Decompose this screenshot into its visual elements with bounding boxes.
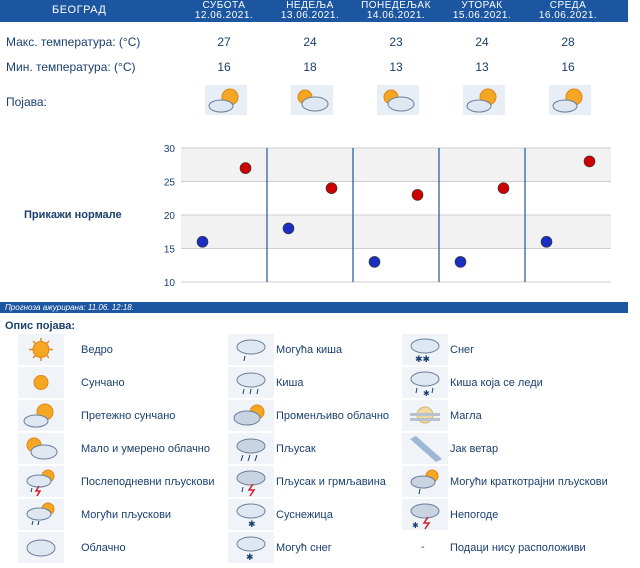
legend-label: Подаци нису расположиви — [450, 542, 586, 554]
legend-label: Мало и умерено облачно — [81, 443, 211, 455]
svg-text:✱: ✱ — [248, 520, 256, 530]
svg-text:✱: ✱ — [246, 553, 254, 563]
legend-icon-box — [18, 466, 64, 497]
max-temp-point — [412, 189, 423, 200]
afternoon-showers-icon — [18, 466, 64, 497]
y-tick-label: 10 — [163, 278, 175, 289]
snow-icon — [402, 334, 448, 365]
y-tick-label: 20 — [163, 211, 175, 222]
legend-label: Ведро — [81, 344, 113, 356]
legend-title: Опис појава: — [5, 320, 76, 332]
legend-icon-box — [402, 367, 448, 398]
legend-label: Магла — [450, 410, 482, 422]
legend-icon-box — [228, 334, 274, 365]
min-temp-value: 16 — [561, 60, 575, 74]
fog-icon — [402, 400, 448, 431]
legend-icon-box — [18, 400, 64, 431]
possible-rain-icon — [228, 334, 274, 365]
no-data-icon: - — [421, 541, 425, 553]
chart-band — [181, 182, 611, 216]
sleet-icon — [228, 499, 274, 530]
legend-icon-box — [18, 433, 64, 464]
y-tick-label: 30 — [163, 144, 175, 155]
mostly-sunny-icon — [18, 400, 64, 431]
legend-label: Пљусак — [276, 443, 316, 455]
legend-label: Могући пљускови — [81, 509, 172, 521]
partly-cloudy-icon — [18, 433, 64, 464]
max-temp-value: 24 — [303, 35, 317, 49]
min-temp-point — [455, 256, 466, 267]
legend-icon-box — [228, 532, 274, 563]
possible-brief-showers-icon — [402, 466, 448, 497]
mostly-sunny-icon — [549, 85, 591, 115]
thunderstorm-icon — [228, 466, 274, 497]
max-temp-point — [326, 183, 337, 194]
temperature-chart — [0, 140, 640, 290]
legend-icon-box — [18, 499, 64, 530]
day-date: 14.06.2021. — [366, 10, 426, 21]
sun-icon — [18, 334, 64, 365]
min-temp-point — [283, 223, 294, 234]
updated-bar — [0, 302, 628, 313]
day-name: СРЕДА — [549, 0, 587, 11]
legend-label: Могућ снег — [276, 542, 332, 554]
strong-wind-icon — [402, 433, 448, 464]
day-header — [265, 1, 355, 21]
legend-label: Суснежица — [276, 509, 333, 521]
day-header — [351, 1, 441, 21]
max-temp-value: 27 — [217, 35, 231, 49]
min-temp-value: 13 — [389, 60, 403, 74]
max-temp-value: 24 — [475, 35, 489, 49]
possible-showers-icon — [18, 499, 64, 530]
legend-label: Снег — [450, 344, 475, 356]
day-header — [179, 1, 269, 21]
legend-label: Киша — [276, 377, 304, 389]
day-header — [437, 1, 527, 21]
min-temp-value: 18 — [303, 60, 317, 74]
min-temp-point — [369, 256, 380, 267]
freezing-rain-icon — [402, 367, 448, 398]
legend-label: Непогоде — [450, 509, 499, 521]
legend-icon-box — [18, 334, 64, 365]
max-temp-point — [498, 183, 509, 194]
variable-cloudy-icon — [228, 400, 274, 431]
city-name: БЕОГРАД — [52, 4, 107, 16]
svg-text:✱: ✱ — [412, 521, 419, 530]
min-temp-value: 13 — [475, 60, 489, 74]
partly-cloudy-icon — [377, 85, 419, 115]
max-temp-point — [584, 156, 595, 167]
legend-label: Киша која се леди — [450, 377, 543, 389]
legend-icon-box — [402, 499, 448, 530]
show-normals-link[interactable]: Прикажи нормале — [24, 209, 122, 221]
legend-icon-box — [402, 400, 448, 431]
small-sun-icon — [18, 367, 64, 398]
legend-icon-box — [402, 433, 448, 464]
storm-icon — [402, 499, 448, 530]
day-date: 15.06.2021. — [452, 10, 512, 21]
partly-cloudy-icon — [291, 85, 333, 115]
max-temp-point — [240, 163, 251, 174]
legend-icon-box — [18, 367, 64, 398]
legend-label: Пљусак и грмљавина — [276, 476, 386, 488]
legend-icon-box — [228, 499, 274, 530]
max-temp-value: 28 — [561, 35, 575, 49]
legend-label: Претежно сунчано — [81, 410, 176, 422]
phenomenon-label: Појава: — [6, 95, 47, 109]
downpour-icon — [228, 433, 274, 464]
max-temp-label: Макс. температура: (°C) — [6, 35, 141, 49]
chart-band — [181, 249, 611, 283]
max-temp-value: 23 — [389, 35, 403, 49]
cloudy-icon — [18, 532, 64, 563]
legend-label: Променљиво облачно — [276, 410, 390, 422]
day-date: 12.06.2021. — [194, 10, 254, 21]
legend-label: Облачно — [81, 542, 126, 554]
svg-text:✱✱: ✱✱ — [415, 355, 431, 365]
y-tick-label: 15 — [163, 244, 175, 256]
legend-label: Послеподневни пљускови — [81, 476, 215, 488]
legend-icon-box — [402, 466, 448, 497]
legend-label: Могућа киша — [276, 344, 343, 356]
min-temp-point — [541, 236, 552, 247]
mostly-sunny-icon — [205, 85, 247, 115]
min-temp-label: Мин. температура: (°C) — [6, 60, 136, 74]
legend-icon-box — [402, 334, 448, 365]
day-date: 13.06.2021. — [280, 10, 340, 21]
legend-label: Сунчано — [81, 377, 125, 389]
forecast-header — [0, 0, 628, 22]
y-tick-label: 25 — [163, 177, 175, 189]
mostly-sunny-icon — [463, 85, 505, 115]
legend-label: Могући краткотрајни пљускови — [450, 476, 608, 488]
day-name: СУБОТА — [202, 0, 246, 11]
rain-icon — [228, 367, 274, 398]
legend-label: Јак ветар — [450, 443, 499, 455]
updated-text: Прогноза ажурирана: 11.06. 12:18. — [5, 303, 134, 312]
day-name: НЕДЕЉА — [286, 0, 334, 11]
day-header — [523, 1, 613, 21]
legend-icon-box — [228, 433, 274, 464]
legend-icon-box — [228, 466, 274, 497]
day-name: УТОРАК — [461, 0, 503, 11]
svg-text:✱: ✱ — [423, 389, 430, 398]
legend-icon-box — [228, 400, 274, 431]
legend-icon-box — [228, 367, 274, 398]
day-name: ПОНЕДЕЉАК — [361, 0, 431, 11]
possible-snow-icon — [228, 532, 274, 563]
min-temp-point — [197, 236, 208, 247]
day-date: 16.06.2021. — [538, 10, 598, 21]
legend-icon-box — [18, 532, 64, 563]
min-temp-value: 16 — [217, 60, 231, 74]
